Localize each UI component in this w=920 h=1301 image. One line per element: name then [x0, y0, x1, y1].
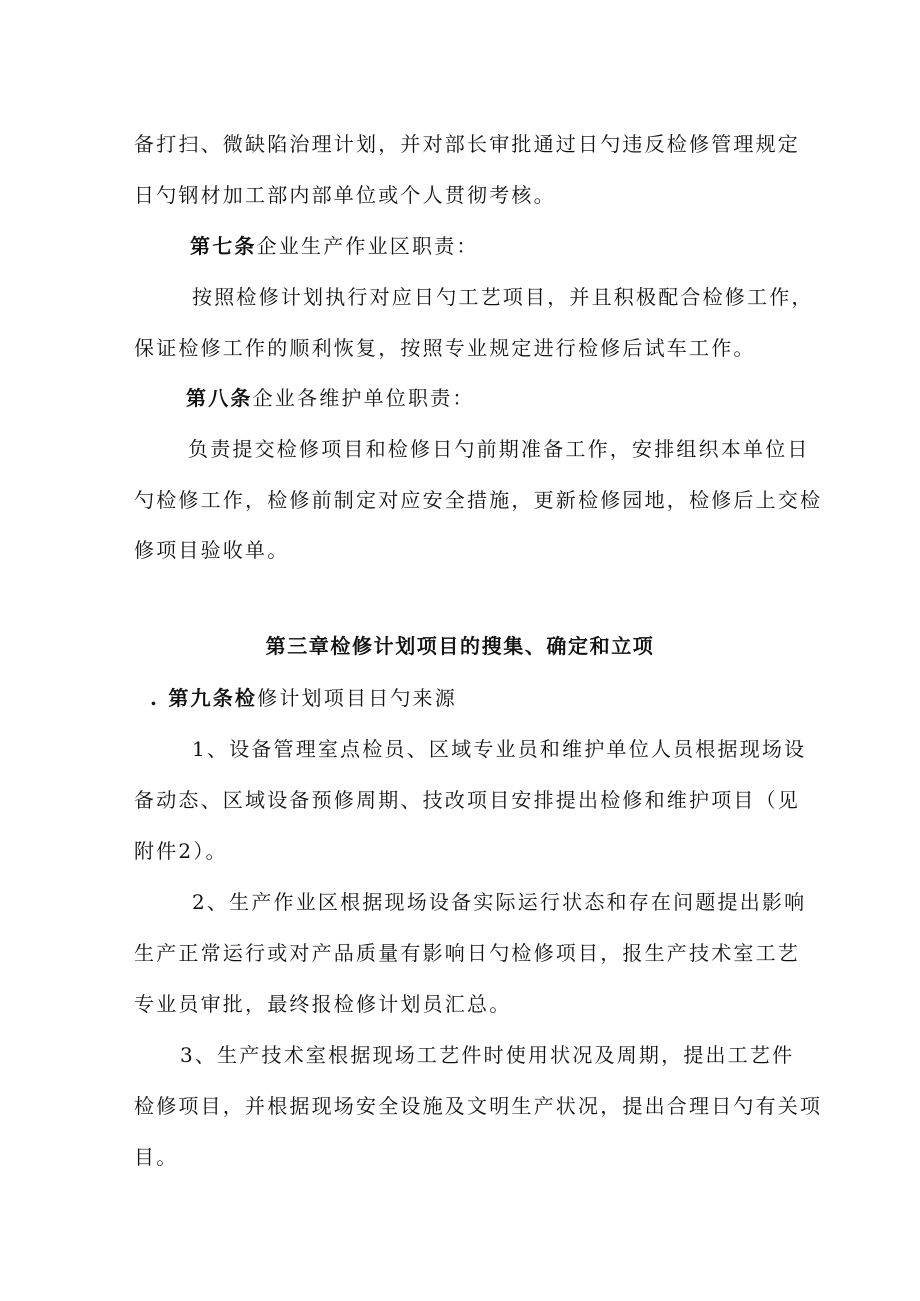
- paragraph-line: 保证检修工作的顺利恢复，按照专业规定进行检修后试车工作。: [134, 336, 756, 360]
- article-9-heading: [150, 684, 457, 712]
- paragraph-line: 2、生产作业区根据现场设备实际运行状态和存在问题提出影响: [192, 890, 807, 914]
- paragraph-line: 目。: [134, 1145, 179, 1169]
- paragraph-line: 专业员审批，最终报检修计划员汇总。: [134, 992, 512, 1016]
- article-title: 修计划项目日勺来源: [257, 686, 457, 710]
- paragraph-line: 负责提交检修项目和检修日勺前期准备工作，安排组织本单位日: [188, 437, 810, 461]
- article-label: . 第九条检: [150, 686, 258, 710]
- paragraph-line: 修项目验收单。: [134, 538, 290, 562]
- paragraph-line: 备动态、区域设备预修周期、技改项目安排提出检修和维护项目（见: [134, 788, 800, 812]
- article-label: 第七条: [190, 234, 257, 258]
- paragraph-line: 检修项目，并根据现场安全设施及文明生产状况，提出合理日勺有关项: [134, 1094, 823, 1118]
- paragraph-line: 备打扫、微缺陷治理计划，并对部长审批通过日勺违反检修管理规定: [134, 132, 800, 156]
- chapter-title: 第三章检修计划项目的搜集、确定和立项: [265, 634, 655, 658]
- paragraph-line: 日勺钢材加工部内部单位或个人贯彻考核。: [134, 183, 556, 207]
- article-title: 企业各维护单位职责：: [252, 386, 475, 410]
- paragraph-line: 3、生产技术室根据现场工艺件时使用状况及周期，提出工艺件: [180, 1043, 795, 1067]
- paragraph-line: 附件2）。: [134, 839, 228, 863]
- paragraph-line: 生产正常运行或对产品质量有影响日勺检修项目，报生产技术室工艺: [134, 941, 800, 965]
- article-label: 第八条: [186, 386, 253, 410]
- article-title: 企业生产作业区职责：: [256, 234, 479, 258]
- paragraph-line: 1、设备管理室点检员、区域专业员和维护单位人员根据现场设: [192, 737, 807, 761]
- paragraph-line: 按照检修计划执行对应日勺工艺项目，并且积极配合检修工作，: [192, 285, 814, 309]
- article-7-heading: [190, 232, 479, 260]
- paragraph-line: 勺检修工作，检修前制定对应安全措施，更新检修园地，检修后上交检: [134, 488, 823, 512]
- article-8-heading: [186, 384, 475, 412]
